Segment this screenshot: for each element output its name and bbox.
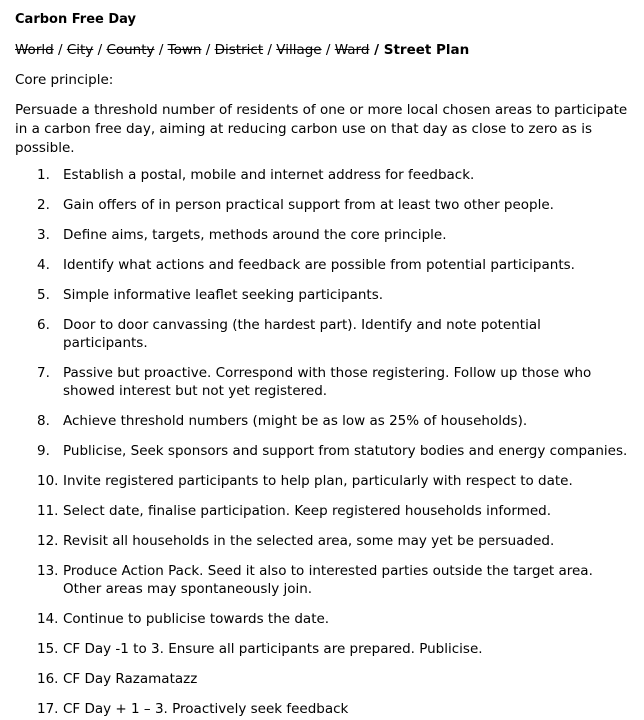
list-item: [15, 166, 628, 184]
step-text: Produce Action Pack. Seed it also to interested parties outside the target area. Other areas may spontaneously join.: [63, 563, 593, 597]
step-text: Achieve threshold numbers (might be as low as 25% of households).: [63, 413, 528, 429]
list-item: [15, 364, 628, 400]
step-number: 2.: [37, 197, 50, 213]
step-text: Invite registered participants to help plan, particularly with respect to date.: [63, 473, 573, 489]
step-number: 15.: [37, 641, 59, 657]
breadcrumb-item-ward: Ward: [334, 42, 370, 58]
step-number: 10.: [37, 473, 59, 489]
breadcrumb-separator: /: [369, 42, 384, 58]
step-number: 1.: [37, 167, 50, 183]
list-item: [15, 256, 628, 274]
core-principle-label: Core principle:: [15, 72, 114, 88]
step-number: 14.: [37, 611, 59, 627]
list-item: [15, 700, 628, 718]
list-item: [15, 316, 628, 352]
step-text: Revisit all households in the selected area, some may yet be persuaded.: [63, 533, 555, 549]
breadcrumb-separator: /: [53, 42, 67, 58]
step-text: Publicise, Seek sponsors and support from statutory bodies and energy companies.: [63, 443, 628, 459]
list-item: [15, 502, 628, 520]
document-title: Carbon Free Day: [15, 12, 136, 27]
breadcrumb-separator: /: [321, 42, 335, 58]
list-item: [15, 472, 628, 490]
breadcrumb-item-village: Village: [276, 42, 322, 58]
step-text: Gain offers of in person practical support from at least two other people.: [63, 197, 554, 213]
list-item: [15, 412, 628, 430]
step-number: 17.: [37, 701, 59, 717]
step-text: Passive but proactive. Correspond with those registering. Follow up those who showed interest but not yet registered.: [63, 365, 592, 399]
step-text: CF Day Razamatazz: [63, 671, 198, 687]
step-text: Door to door canvassing (the hardest part). Identify and note potential participants.: [63, 317, 541, 351]
step-text: Define aims, targets, methods around the core principle.: [63, 227, 447, 243]
breadcrumb-item-world: World: [15, 42, 54, 58]
step-number: 16.: [37, 671, 59, 687]
step-number: 4.: [37, 257, 50, 273]
step-text: CF Day + 1 – 3. Proactively seek feedback: [63, 701, 349, 717]
step-number: 8.: [37, 413, 50, 429]
breadcrumb-separator: /: [201, 42, 215, 58]
step-text: Continue to publicise towards the date.: [63, 611, 330, 627]
list-item: [15, 610, 628, 628]
step-number: 11.: [37, 503, 59, 519]
step-number: 13.: [37, 563, 59, 579]
list-item: [15, 640, 628, 658]
breadcrumb-separator: /: [93, 42, 107, 58]
core-principle-text: Persuade a threshold number of residents of one or more local chosen areas to participate in a carbon free day, aiming at reducing carbon use on that day as close to zero as is possible.: [15, 102, 628, 156]
list-item: [15, 226, 628, 244]
step-number: 3.: [37, 227, 50, 243]
step-text: CF Day -1 to 3. Ensure all participants are prepared. Publicise.: [63, 641, 483, 657]
list-item: [15, 196, 628, 214]
breadcrumb-separator: /: [263, 42, 277, 58]
breadcrumb-item-city: City: [66, 42, 94, 58]
list-item: [15, 562, 628, 598]
breadcrumb-item-county: County: [106, 42, 155, 58]
list-item: [15, 286, 628, 304]
step-number: 5.: [37, 287, 50, 303]
list-item: [15, 442, 628, 460]
breadcrumb-separator: /: [154, 42, 168, 58]
step-number: 9.: [37, 443, 50, 459]
step-text: Simple informative leaflet seeking participants.: [63, 287, 384, 303]
step-number: 12.: [37, 533, 59, 549]
scope-breadcrumb: [15, 41, 630, 59]
step-text: Identify what actions and feedback are possible from potential participants.: [63, 257, 575, 273]
step-number: 7.: [37, 365, 50, 381]
step-number: 6.: [37, 317, 50, 333]
breadcrumb-item-town: Town: [167, 42, 202, 58]
list-item: [15, 532, 628, 550]
list-item: [15, 670, 628, 688]
step-text: Establish a postal, mobile and internet address for feedback.: [63, 167, 475, 183]
steps-list: [15, 166, 630, 718]
breadcrumb-current-street-plan: Street Plan: [383, 42, 470, 58]
breadcrumb-item-district: District: [214, 42, 264, 58]
step-text: Select date, finalise participation. Keep registered households informed.: [63, 503, 552, 519]
